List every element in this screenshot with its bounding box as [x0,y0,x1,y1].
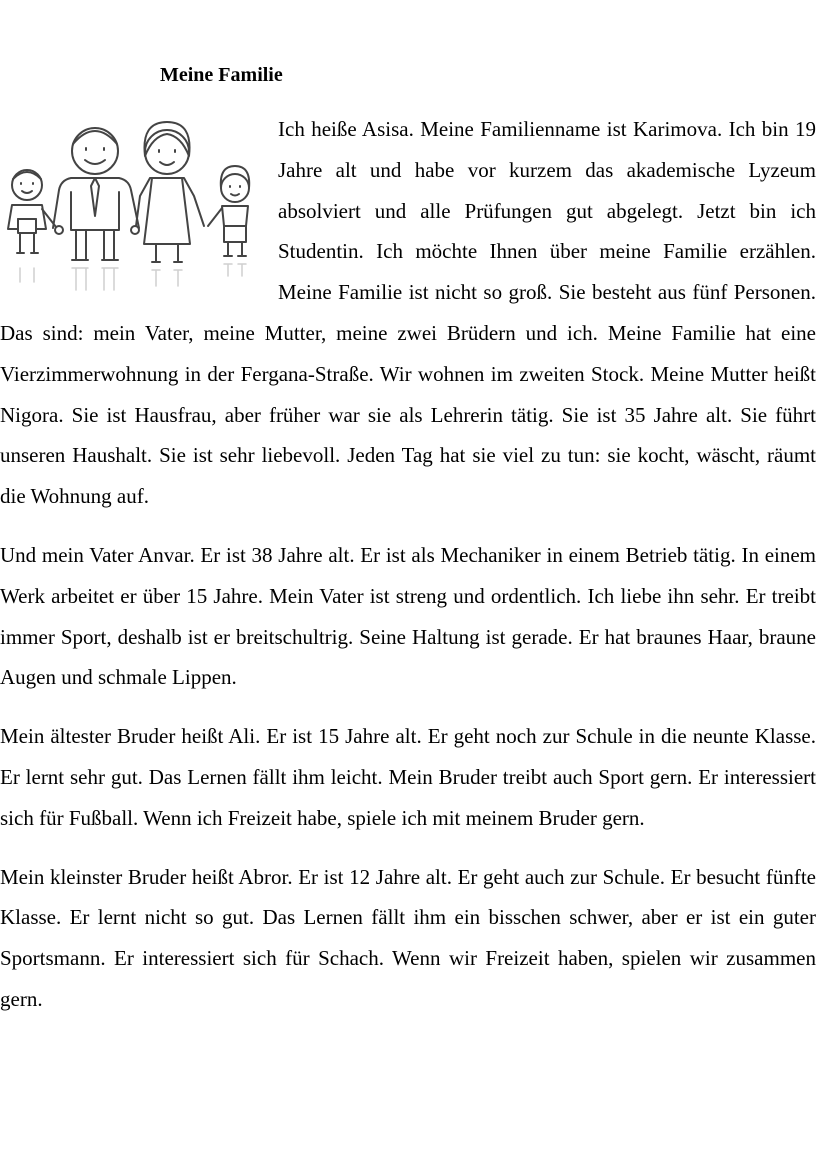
paragraph-older-brother: Mein ältester Bruder heißt Ali. Er ist 15 Jahre alt. Er geht noch zur Schule in die neunte Klasse. Er lernt sehr gut. Das Lernen fällt ihm leicht. Mein Bruder treibt auch Sport gern. Er interessiert sich für Fußball. Wenn ich Freizeit habe, spiele ich mit meinem Bruder gern. [0,724,816,830]
paragraph-younger-brother: Mein kleinster Bruder heißt Abror. Er ist 12 Jahre alt. Er geht auch zur Schule. Er besucht fünfte Klasse. Er lernt nicht so gut. Das Lernen fällt ihm ein bisschen schwer, aber er ist ein guter Sportsmann. Er interessiert sich für Schach. Wenn wir Freizeit haben, spielen wir zusammen gern. [0,864,816,1011]
page-title: Meine Familie [160,64,283,86]
paragraph-father: Und mein Vater Anvar. Er ist 38 Jahre alt. Er ist als Mechaniker in einem Betrieb tätig. In einem Werk arbeitet er über 15 Jahre. Mein Vater ist streng und ordentlich. Ich liebe ihn sehr. Er treibt immer Sport, deshalb ist er breitschultrig. Seine Haltung ist gerade. Er hat braunes Haar, braune Augen und schmale Lippen. [0,542,816,690]
paragraph-intro: Ich heiße Asisa. Meine Familienname ist Karimova. Ich bin 19 Jahre alt und habe vor kurzem das akademische Lyzeum absolviert und alle Prüfungen gut abgelegt. Jetzt bin ich Studentin. Ich möchte Ihnen über meine Familie erzählen. Meine Familie ist nicht so groß. Sie besteht aus fünf Personen. Das sind: mein Vater, meine Mutter, meine zwei Brüdern und ich. Meine Familie hat eine Vierzimmerwohnung in der Fergana-Straße. Wir wohnen im zweiten Stock. Meine Mutter heißt Nigora. Sie ist Hausfrau, aber früher war sie als Lehrerin tätig. Sie ist 35 Jahre alt. Sie führt unseren Haushalt. Sie ist sehr liebevoll. Jeden Tag hat sie viel zu tun: sie kocht, wäscht, räumt die Wohnung auf. [0,117,816,509]
illustration-spacer [0,109,278,309]
document-body [0,109,816,1020]
